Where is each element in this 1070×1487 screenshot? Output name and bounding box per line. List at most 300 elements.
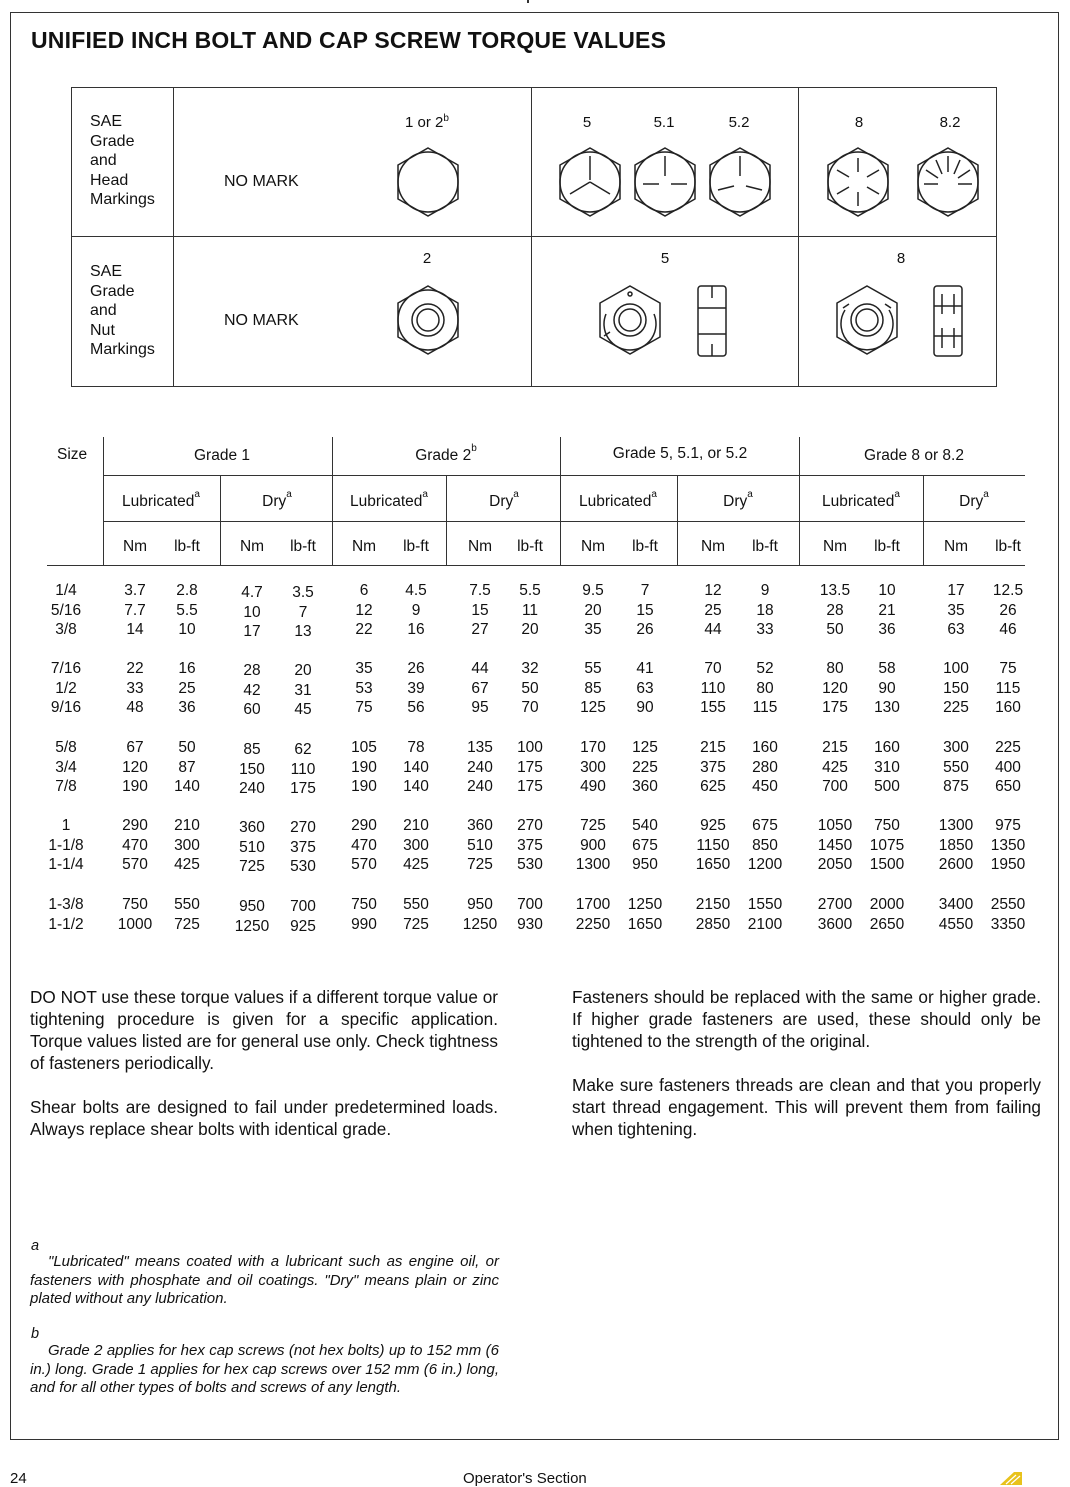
size-header: Size [57, 446, 88, 463]
bolt-size: 1-1/8 [48, 836, 84, 854]
torque-nm-value: 50 [826, 621, 844, 639]
torque-nm-value: 300 [580, 758, 606, 776]
torque-nm-value: 20 [584, 601, 602, 619]
torque-lbft-value: 450 [752, 778, 778, 796]
torque-nm-value: 925 [700, 817, 726, 834]
nut-grade-5-side-icon [692, 284, 732, 358]
torque-lbft-value: 1250 [627, 896, 663, 913]
torque-nm-value: 1050 [817, 817, 853, 834]
torque-lbft-value: 310 [874, 758, 900, 776]
nut-grade-8-side-icon [928, 284, 968, 358]
section-name: Operator's Section [463, 1470, 587, 1487]
torque-lbft-value: 7 [298, 603, 308, 621]
lubricated-header: Lubricated$^a$ [122, 489, 200, 511]
torque-lbft-value: 160 [752, 739, 778, 756]
torque-nm-value: 100 [943, 660, 969, 677]
torque-nm-value: 750 [122, 896, 148, 913]
torque-lbft-value: 3350 [990, 915, 1026, 933]
torque-nm-value: 725 [580, 817, 606, 834]
torque-nm-value: 1700 [575, 896, 611, 913]
torque-lbft-value: 9 [411, 601, 421, 619]
torque-lbft-value: 52 [756, 660, 774, 677]
torque-lbft-value: 3.5 [292, 584, 314, 601]
torque-nm-value: 215 [822, 739, 848, 756]
torque-lbft-value: 90 [636, 699, 654, 717]
grade-8-label: 8 [854, 114, 864, 131]
marking-table [71, 87, 997, 387]
torque-nm-value: 725 [467, 856, 493, 874]
torque-lbft-value: 2550 [990, 896, 1026, 913]
hex-head-plain-icon [394, 146, 462, 218]
torque-lbft-value: 550 [174, 896, 200, 913]
torque-lbft-value: 1200 [747, 856, 783, 874]
hex-head-grade-5-1-icon [631, 146, 699, 218]
torque-nm-value: 300 [943, 739, 969, 756]
torque-lbft-value: 280 [752, 758, 778, 776]
torque-lbft-value: 675 [632, 836, 658, 854]
grade-1-or-2-label: 1 or 2$^b$ [405, 113, 449, 131]
nut-grade-8-label: 8 [896, 250, 906, 267]
torque-lbft-value: 1550 [747, 896, 783, 913]
torque-nm-value: 1250 [462, 915, 498, 933]
torque-lbft-value: 500 [874, 778, 900, 796]
footnote-a-text: "Lubricated" means coated with a lubricant such as engine oil, or fasteners with phosphate and oil coatings. "Dry" means plain or zinc plated without any lubrication. [30, 1253, 499, 1308]
torque-nm-value: 22 [126, 660, 144, 677]
torque-nm-value: 1150 [696, 836, 730, 854]
torque-lbft-value: 18 [756, 601, 774, 619]
torque-nm-value: 1000 [117, 915, 153, 933]
lubricated-header: Lubricated$^a$ [822, 489, 900, 511]
torque-nm-value: 42 [243, 681, 261, 699]
torque-nm-value: 3400 [938, 896, 974, 913]
bolt-size: 5/8 [55, 739, 77, 756]
torque-nm-value: 110 [700, 679, 726, 697]
torque-lbft-value: 41 [636, 660, 654, 677]
torque-lbft-value: 425 [403, 856, 429, 874]
torque-nm-value: 550 [943, 758, 969, 776]
marking-row-divider [72, 236, 996, 237]
torque-nm-value: 75 [355, 699, 373, 717]
torque-lbft-value: 270 [290, 819, 316, 836]
hex-head-grade-5-2-icon [706, 146, 774, 218]
torque-lbft-value: 16 [407, 621, 425, 639]
torque-nm-value: 1450 [817, 836, 853, 854]
torque-lbft-value: 975 [995, 817, 1021, 834]
torque-nm-value: 12 [355, 601, 373, 619]
lbft-unit-header: lb-ft [290, 538, 316, 555]
bolt-size: 1/4 [55, 582, 77, 599]
lbft-unit-header: lb-ft [517, 538, 543, 555]
torque-lbft-value: 125 [632, 739, 658, 756]
thread-paragraph: Make sure fasteners threads are clean and that you properly start thread engagement. This will prevent them from failing when tightening. [572, 1075, 1041, 1139]
torque-lbft-value: 11 [521, 601, 539, 619]
torque-lbft-value: 1075 [869, 836, 905, 854]
torque-lbft-value: 26 [636, 621, 654, 639]
torque-lbft-value: 7 [640, 582, 650, 599]
grade-header: Grade 5, 5.1, or 5.2 [612, 445, 748, 463]
nm-unit-header: Nm [122, 538, 148, 555]
torque-lbft-value: 115 [752, 699, 778, 717]
torque-lbft-value: 39 [407, 679, 425, 697]
torque-lbft-value: 175 [290, 780, 316, 798]
torque-nm-value: 25 [704, 601, 722, 619]
torque-nm-value: 360 [239, 819, 265, 836]
dry-header: Dry$^a$ [959, 489, 989, 511]
torque-nm-value: 470 [122, 836, 148, 854]
torque-lbft-value: 140 [403, 758, 429, 776]
torque-nm-value: 125 [580, 699, 606, 717]
torque-nm-value: 10 [243, 603, 261, 621]
torque-lbft-value: 550 [403, 896, 429, 913]
torque-nm-value: 4550 [938, 915, 974, 933]
torque-lbft-value: 87 [178, 758, 196, 776]
torque-lbft-value: 100 [517, 739, 543, 756]
torque-nm-value: 190 [351, 758, 377, 776]
table-rule [103, 475, 1025, 476]
torque-lbft-value: 530 [517, 856, 543, 874]
torque-nm-value: 67 [471, 679, 489, 697]
torque-nm-value: 35 [355, 660, 373, 677]
nut-grade-8-icon [833, 284, 901, 356]
torque-nm-value: 17 [243, 623, 261, 641]
torque-nm-value: 7.7 [124, 601, 146, 619]
torque-nm-value: 240 [467, 778, 493, 796]
torque-nm-value: 240 [467, 758, 493, 776]
torque-lbft-value: 210 [403, 817, 429, 834]
torque-lbft-value: 175 [517, 758, 543, 776]
grade-5-2-label: 5.2 [728, 114, 750, 131]
torque-lbft-value: 360 [632, 778, 658, 796]
torque-nm-value: 48 [126, 699, 144, 717]
torque-nm-value: 155 [700, 699, 726, 717]
torque-lbft-value: 36 [878, 621, 896, 639]
torque-nm-value: 14 [126, 621, 144, 639]
torque-lbft-value: 930 [517, 915, 543, 933]
torque-lbft-value: 225 [632, 758, 658, 776]
bolt-size: 7/8 [55, 778, 77, 796]
dry-header: Dry$^a$ [489, 489, 519, 511]
torque-lbft-value: 50 [178, 739, 196, 756]
torque-lbft-value: 63 [636, 679, 654, 697]
torque-lbft-value: 70 [521, 699, 539, 717]
torque-lbft-value: 78 [407, 739, 425, 756]
torque-nm-value: 28 [826, 601, 844, 619]
torque-nm-value: 44 [704, 621, 722, 639]
torque-nm-value: 725 [239, 858, 265, 876]
torque-lbft-value: 20 [521, 621, 539, 639]
torque-lbft-value: 33 [756, 621, 774, 639]
torque-nm-value: 875 [943, 778, 969, 796]
bolt-size: 9/16 [50, 699, 82, 717]
nut-grade-2-label: 2 [422, 250, 432, 267]
torque-nm-value: 2150 [695, 896, 731, 913]
torque-lbft-value: 270 [517, 817, 543, 834]
torque-nm-value: 950 [467, 896, 493, 913]
torque-lbft-value: 700 [517, 896, 543, 913]
torque-lbft-value: 25 [178, 679, 196, 697]
table-rule [47, 565, 1025, 566]
hex-head-grade-8-icon [824, 146, 892, 218]
torque-lbft-value: 1350 [990, 836, 1026, 854]
torque-nm-value: 85 [584, 679, 602, 697]
dry-header: Dry$^a$ [262, 489, 292, 511]
footnote-a-letter: a [31, 1238, 40, 1254]
grade-header: Grade 1 [193, 447, 250, 465]
page-top-mark [527, 0, 529, 3]
torque-nm-value: 4.7 [241, 584, 263, 601]
torque-nm-value: 510 [467, 836, 493, 854]
table-divider [799, 437, 800, 565]
torque-nm-value: 1250 [234, 917, 270, 935]
lubricated-header: Lubricated$^a$ [350, 489, 428, 511]
grade-5-label: 5 [582, 114, 592, 131]
usage-note-paragraph: DO NOT use these torque values if a different torque value or tightening procedure is given for a specific application. Torque values listed are for general use only. Check tightness of fasteners periodically. [30, 987, 498, 1073]
torque-lbft-value: 2000 [869, 896, 905, 913]
torque-nm-value: 570 [122, 856, 148, 874]
hex-head-grade-5-icon [556, 146, 624, 218]
torque-lbft-value: 925 [290, 917, 316, 935]
torque-lbft-value: 300 [174, 836, 200, 854]
torque-nm-value: 27 [471, 621, 489, 639]
footnote-b-text: Grade 2 applies for hex cap screws (not hex bolts) up to 152 mm (6 in.) long. Grade 1 applies for hex cap screws over 152 mm (6 in.) long, and for all other types of bolts and screws of any length. [30, 1342, 499, 1397]
torque-lbft-value: 130 [874, 699, 900, 717]
torque-nm-value: 1850 [938, 836, 974, 854]
torque-lbft-value: 140 [403, 778, 429, 796]
torque-nm-value: 1650 [695, 856, 731, 874]
torque-lbft-value: 9 [760, 582, 770, 599]
lbft-unit-header: lb-ft [995, 538, 1021, 555]
torque-nm-value: 990 [351, 915, 377, 933]
bolt-size: 3/8 [55, 621, 77, 639]
torque-nm-value: 53 [355, 679, 373, 697]
grade-8-2-label: 8.2 [939, 114, 961, 131]
torque-nm-value: 2700 [817, 896, 853, 913]
torque-lbft-value: 225 [995, 739, 1021, 756]
torque-nm-value: 67 [126, 739, 144, 756]
torque-nm-value: 240 [239, 780, 265, 798]
torque-lbft-value: 750 [874, 817, 900, 834]
grade-5-1-label: 5.1 [653, 114, 675, 131]
torque-nm-value: 2850 [695, 915, 731, 933]
torque-nm-value: 175 [822, 699, 848, 717]
torque-lbft-value: 2100 [747, 915, 783, 933]
torque-lbft-value: 45 [294, 701, 312, 719]
nut-grade-2-icon [394, 284, 462, 356]
torque-lbft-value: 1500 [869, 856, 905, 874]
torque-nm-value: 120 [822, 679, 848, 697]
torque-nm-value: 190 [351, 778, 377, 796]
torque-nm-value: 150 [943, 679, 969, 697]
torque-lbft-value: 2650 [869, 915, 905, 933]
torque-nm-value: 35 [947, 601, 965, 619]
torque-nm-value: 60 [243, 701, 261, 719]
grade-header: Grade 2$^b$ [415, 443, 477, 465]
torque-lbft-value: 16 [178, 660, 196, 677]
torque-nm-value: 44 [471, 660, 489, 677]
nm-unit-header: Nm [239, 538, 265, 555]
torque-lbft-value: 32 [521, 660, 539, 677]
nm-unit-header: Nm [467, 538, 493, 555]
table-rule [103, 521, 1025, 522]
torque-nm-value: 490 [580, 778, 606, 796]
torque-nm-value: 900 [580, 836, 606, 854]
grade-header: Grade 8 or 8.2 [864, 447, 964, 465]
torque-lbft-value: 58 [878, 660, 896, 677]
torque-nm-value: 35 [584, 621, 602, 639]
torque-lbft-value: 850 [752, 836, 778, 854]
bolt-size: 1/2 [55, 679, 77, 697]
torque-lbft-value: 160 [874, 739, 900, 756]
torque-nm-value: 105 [351, 739, 377, 756]
hex-head-grade-8-2-icon [914, 146, 982, 218]
torque-nm-value: 12 [704, 582, 722, 599]
torque-nm-value: 17 [947, 582, 965, 599]
torque-nm-value: 470 [351, 836, 377, 854]
torque-nm-value: 510 [239, 838, 265, 856]
torque-lbft-value: 75 [999, 660, 1017, 677]
dry-header: Dry$^a$ [723, 489, 753, 511]
torque-nm-value: 290 [122, 817, 148, 834]
torque-nm-value: 150 [239, 760, 265, 778]
torque-lbft-value: 10 [178, 621, 196, 639]
torque-lbft-value: 2.8 [176, 582, 198, 599]
torque-lbft-value: 62 [294, 741, 312, 758]
torque-lbft-value: 46 [999, 621, 1017, 639]
bolt-size: 1-1/4 [48, 856, 84, 874]
torque-lbft-value: 540 [632, 817, 658, 834]
torque-nm-value: 570 [351, 856, 377, 874]
torque-lbft-value: 15 [636, 601, 654, 619]
torque-nm-value: 33 [126, 679, 144, 697]
torque-nm-value: 15 [471, 601, 489, 619]
nm-unit-header: Nm [943, 538, 969, 555]
torque-lbft-value: 1650 [627, 915, 663, 933]
torque-lbft-value: 400 [995, 758, 1021, 776]
torque-nm-value: 950 [239, 898, 265, 915]
torque-nm-value: 360 [467, 817, 493, 834]
torque-lbft-value: 210 [174, 817, 200, 834]
torque-nm-value: 700 [822, 778, 848, 796]
torque-nm-value: 6 [359, 582, 369, 599]
nm-unit-header: Nm [822, 538, 848, 555]
torque-nm-value: 70 [704, 660, 722, 677]
nut-markings-label: SAE Grade and Nut Markings [90, 263, 155, 358]
bolt-size: 1 [61, 817, 71, 834]
bolt-size: 1-1/2 [48, 915, 84, 933]
torque-nm-value: 135 [467, 739, 493, 756]
torque-lbft-value: 21 [878, 601, 896, 619]
torque-lbft-value: 10 [878, 582, 896, 599]
torque-lbft-value: 530 [290, 858, 316, 876]
torque-lbft-value: 31 [294, 681, 312, 699]
torque-lbft-value: 725 [403, 915, 429, 933]
shear-bolt-paragraph: Shear bolts are designed to fail under predetermined loads. Always replace shear bolts with identical grade. [30, 1097, 498, 1139]
torque-nm-value: 215 [700, 739, 726, 756]
torque-lbft-value: 50 [521, 679, 539, 697]
torque-nm-value: 2050 [817, 856, 853, 874]
torque-lbft-value: 700 [290, 898, 316, 915]
page-number: 24 [10, 1470, 27, 1487]
torque-lbft-value: 80 [756, 679, 774, 697]
torque-nm-value: 28 [243, 662, 261, 679]
nut-grade-5-label: 5 [660, 250, 670, 267]
torque-lbft-value: 5.5 [519, 582, 541, 599]
no-mark-head-label: NO MARK [224, 173, 299, 190]
lubricated-header: Lubricated$^a$ [579, 489, 657, 511]
torque-lbft-value: 650 [995, 778, 1021, 796]
torque-lbft-value: 675 [752, 817, 778, 834]
torque-lbft-value: 425 [174, 856, 200, 874]
no-mark-nut-label: NO MARK [224, 312, 299, 329]
torque-nm-value: 85 [243, 741, 261, 758]
torque-nm-value: 95 [471, 699, 489, 717]
lbft-unit-header: lb-ft [874, 538, 900, 555]
bolt-size: 1-3/8 [48, 896, 84, 913]
torque-lbft-value: 375 [517, 836, 543, 854]
torque-nm-value: 190 [122, 778, 148, 796]
torque-nm-value: 3.7 [124, 582, 146, 599]
torque-lbft-value: 36 [178, 699, 196, 717]
torque-nm-value: 80 [826, 660, 844, 677]
torque-lbft-value: 140 [174, 778, 200, 796]
torque-nm-value: 13.5 [819, 582, 851, 599]
torque-nm-value: 170 [580, 739, 606, 756]
torque-nm-value: 22 [355, 621, 373, 639]
bolt-size: 3/4 [55, 758, 77, 776]
torque-nm-value: 375 [700, 758, 726, 776]
torque-lbft-value: 56 [407, 699, 425, 717]
torque-lbft-value: 12.5 [992, 582, 1024, 599]
torque-nm-value: 2250 [575, 915, 611, 933]
torque-lbft-value: 26 [407, 660, 425, 677]
torque-nm-value: 290 [351, 817, 377, 834]
bolt-size: 7/16 [50, 660, 82, 677]
torque-nm-value: 625 [700, 778, 726, 796]
torque-nm-value: 63 [947, 621, 965, 639]
torque-nm-value: 2600 [938, 856, 974, 874]
nm-unit-header: Nm [351, 538, 377, 555]
torque-lbft-value: 950 [632, 856, 658, 874]
lbft-unit-header: lb-ft [403, 538, 429, 555]
torque-nm-value: 1300 [575, 856, 611, 874]
brand-logo-icon [1000, 1472, 1022, 1485]
torque-lbft-value: 1950 [990, 856, 1026, 874]
lbft-unit-header: lb-ft [174, 538, 200, 555]
torque-lbft-value: 725 [174, 915, 200, 933]
head-markings-label: SAE Grade and Head Markings [90, 113, 155, 208]
torque-nm-value: 7.5 [469, 582, 491, 599]
torque-lbft-value: 90 [878, 679, 896, 697]
torque-lbft-value: 13 [294, 623, 312, 641]
replacement-paragraph: Fasteners should be replaced with the same or higher grade. If higher grade fasteners are used, these should only be tightened to the strength of the original. [572, 987, 1041, 1051]
nut-grade-5-icon [596, 284, 664, 356]
torque-lbft-value: 160 [995, 699, 1021, 717]
torque-lbft-value: 300 [403, 836, 429, 854]
torque-lbft-value: 375 [290, 838, 316, 856]
torque-nm-value: 9.5 [582, 582, 604, 599]
lbft-unit-header: lb-ft [752, 538, 778, 555]
torque-lbft-value: 115 [995, 679, 1021, 697]
torque-lbft-value: 20 [294, 662, 312, 679]
torque-nm-value: 225 [943, 699, 969, 717]
nm-unit-header: Nm [580, 538, 606, 555]
torque-lbft-value: 110 [290, 760, 316, 778]
torque-lbft-value: 175 [517, 778, 543, 796]
torque-nm-value: 425 [822, 758, 848, 776]
nm-unit-header: Nm [700, 538, 726, 555]
torque-nm-value: 3600 [817, 915, 853, 933]
bolt-size: 5/16 [50, 601, 82, 619]
